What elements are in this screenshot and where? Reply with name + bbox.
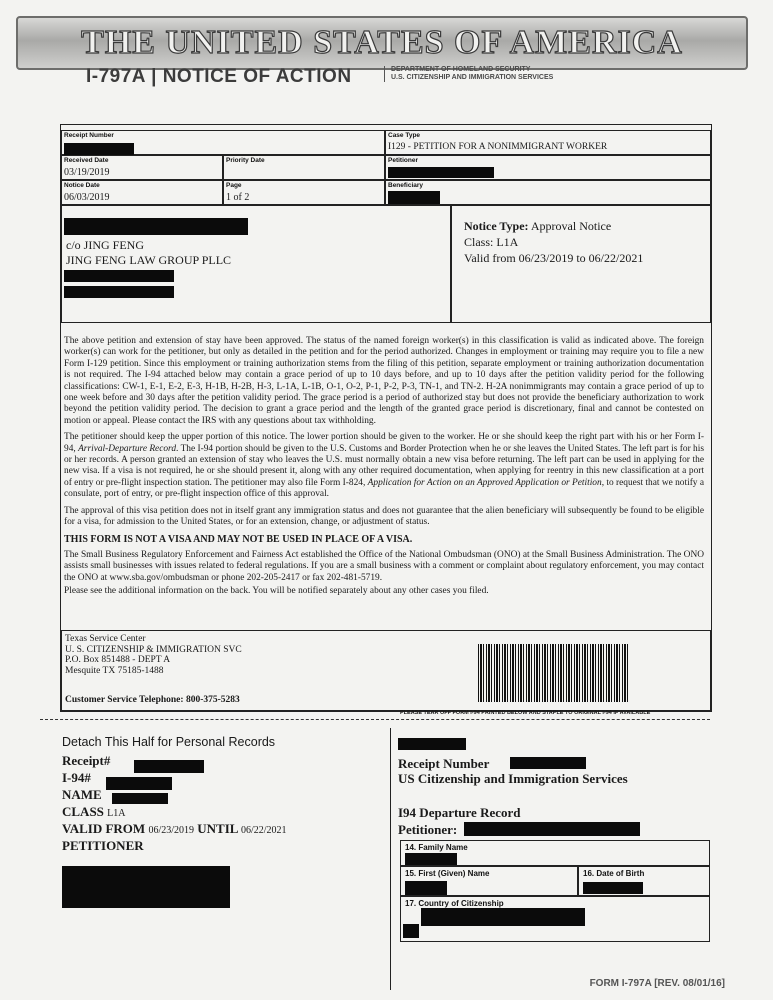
notice-date-cell (61, 180, 223, 205)
address-block (61, 205, 451, 323)
redaction-bar (134, 760, 204, 773)
first-name-label: 15. First (Given) Name (405, 869, 490, 878)
detach-heading: Detach This Half for Personal Records (62, 735, 276, 749)
redaction-bar (398, 738, 466, 750)
not-a-visa-warning: THIS FORM IS NOT A VISA AND MAY NOT BE USED IN PLACE OF A VISA. (64, 533, 413, 545)
received-date-value: 03/19/2019 (64, 167, 110, 178)
customer-service-phone: Customer Service Telephone: 800-375-5283 (65, 695, 240, 705)
page-cell (223, 180, 385, 205)
petitioner-row (62, 838, 287, 855)
name-label: NAME (62, 787, 102, 802)
notice-type-value: Approval Notice (530, 219, 612, 233)
notice-type-line (464, 219, 611, 234)
service-center-line-4: Mesquite TX 75185-1488 (65, 665, 164, 676)
page-label: Page (226, 182, 242, 189)
redaction-bar (388, 167, 494, 178)
country-of-citizenship-label: 17. Country of Citizenship (405, 899, 504, 908)
notice-type-block (451, 205, 711, 323)
until-value: 06/22/2021 (240, 825, 287, 836)
i94-receipt-number-label: Receipt Number (398, 756, 490, 771)
name-row (62, 787, 287, 804)
body-paragraph-2 (64, 432, 704, 500)
validity-row (62, 821, 287, 838)
agency-line-2: U.S. CITIZENSHIP AND IMMIGRATION SERVICES (391, 74, 554, 81)
notice-body (64, 336, 704, 603)
redaction-bar (464, 822, 640, 836)
header-banner (16, 16, 748, 70)
i94-petitioner-label: Petitioner: (398, 822, 458, 837)
body-paragraph-1: The above petition and extension of stay have been approved. The status of the named foreign worker(s) in this classification is valid as indicated above. The foreign worker(s) can work for the petitioner, but only as detailed in the petition and for the period authorized. Changes in employment or training may require you to file a new Form I-129 petition. Since this employment or training authorization stems from the filing of this petition, separate employment or training authorization documentation is not required. The I-94 attached below may contain a grace period of up to 10 days before, and up to 10 days after the petition validity period for the following classifications: CW-1, E-1, E-2, E-3, H-1B, H-2B, H-3, L-1A, L-1B, O-1, O-2, P-1, P-2, P-3, TN-1, and TN-2. H-2A nonimmigrants may contain a grace period of up to one week before and 30 days after the petition validity period. The grace period is a period of authorized stay but does not provide the beneficiary authorization to work beyond the petition validity period. The decision to grant a grace period and the length of the granted grace period is discretionary, final and cannot be contested on motion or appeal. Please contact the IRS with any questions about tax withholding. (64, 336, 704, 426)
class-label: CLASS (62, 804, 104, 819)
redaction-bar (64, 286, 174, 298)
valid-from-value: 06/23/2019 (148, 825, 194, 836)
case-type-label: Case Type (388, 132, 421, 139)
divider-line (390, 728, 391, 990)
case-type-value: I129 - PETITION FOR A NONIMMIGRANT WORKER (388, 142, 608, 152)
petitioner-heading: PETITIONER (62, 838, 144, 853)
redaction-bar (405, 881, 447, 895)
page-value: 1 of 2 (226, 192, 250, 203)
redaction-bar (583, 882, 643, 894)
notice-date-label: Notice Date (64, 182, 100, 189)
until-label: UNTIL (197, 821, 238, 836)
tearoff-instruction: PLEASE TEAR OFF FORM I-94 PRINTED BELOW AND STAPLE TO ORIGINAL I-94 IF AVAILABLE (400, 710, 651, 716)
departure-record-title: I94 Departure Record (398, 805, 521, 820)
received-date-cell (61, 155, 223, 180)
redaction-bar (403, 924, 419, 938)
body-paragraph-5: The Small Business Regulatory Enforcement and Fairness Act established the Office of the National Ombudsman (ONO) at the Small Business Administration. The ONO assists small businesses with issues related to federal regulations. If you are a small business with a comment or complaint about regulatory enforcement, you may contact the ONO at www.sba.gov/ombudsman or phone 202-205-2417 or fax 202-481-5719. (64, 549, 704, 583)
body-text-segment: . The I-94 portion should be given to the U.S. Customs and Border Protection when he or she leaves the United States. The left part is for his or her records. A person granted an extension of stay who leaves the U.S. must normally obtain a new visa before returning. The left part can be used in applying for the new visa. If a visa is not required, he or she should present it, along with any other required documentation, when applying for reentry in this new classification at a port of entry or pre-flight inspection station. The petitioner may also file Form I-824, (64, 443, 704, 488)
beneficiary-label: Beneficiary (388, 182, 424, 189)
receipt-number-cell (61, 130, 385, 155)
body-italic-form-name: Arrival-Departure Record (78, 443, 177, 454)
redaction-bar (405, 853, 457, 865)
receipt-number-label: Receipt Number (64, 132, 114, 139)
notice-class: Class: L1A (464, 235, 519, 249)
country-of-citizenship-box (400, 896, 710, 942)
notice-valid-dates: Valid from 06/23/2019 to 06/22/2021 (464, 251, 644, 265)
receipt-label: Receipt# (62, 753, 111, 768)
valid-from-label: VALID FROM (62, 821, 146, 836)
barcode (478, 644, 628, 702)
redaction-bar (106, 777, 172, 790)
service-center-line-3: P.O. Box 851488 - DEPT A (65, 655, 171, 665)
beneficiary-cell (385, 180, 711, 205)
date-of-birth-box (578, 866, 710, 896)
redaction-bar (62, 866, 230, 908)
class-value: L1A (107, 808, 126, 819)
notice-date-value: 06/03/2019 (64, 192, 110, 203)
banner-title: THE UNITED STATES OF AMERICA (81, 24, 683, 61)
address-line-2: JING FENG LAW GROUP PLLC (66, 253, 232, 267)
redaction-bar (64, 143, 134, 155)
family-name-label: 14. Family Name (405, 843, 468, 852)
notice-type-label: Notice Type: (464, 219, 529, 233)
address-line-1: c/o JING FENG (66, 238, 144, 252)
redaction-bar (64, 270, 174, 282)
form-revision: FORM I-797A [REV. 08/01/16] (589, 978, 725, 989)
tear-line (40, 719, 710, 720)
petitioner-cell (385, 155, 711, 180)
redaction-bar (64, 218, 248, 235)
first-name-box (400, 866, 578, 896)
redaction-bar (388, 191, 440, 204)
redaction-bar (421, 908, 585, 926)
redaction-bar (510, 757, 586, 769)
agency-line-1: DEPARTMENT OF HOMELAND SECURITY (391, 66, 531, 73)
agency-block (384, 66, 553, 82)
service-center-address (65, 634, 242, 676)
case-type-cell (385, 130, 711, 155)
body-text-segment: , to request that we notify a consulate, port of entry, or pre-flight inspection office of this approval. (64, 477, 705, 500)
body-paragraph-6: Please see the additional information on the back. You will be notified separately about any other cases you filed. (64, 586, 489, 597)
i94-agency: US Citizenship and Immigration Services (398, 771, 628, 786)
service-center-line-1: Texas Service Center (65, 634, 146, 644)
family-name-box (400, 840, 710, 866)
priority-date-label: Priority Date (226, 157, 265, 164)
priority-date-cell (223, 155, 385, 180)
service-center-line-2: U. S. CITIZENSHIP & IMMIGRATION SVC (65, 644, 242, 655)
body-paragraph-3: The approval of this visa petition does not in itself grant any immigration status and does not guarantee that the alien beneficiary will subsequently be found to be eligible for a visa, for admission to the United States, or for an extension, change, or adjustment of status. (64, 505, 704, 528)
class-row (62, 804, 287, 821)
body-text-segment: The petitioner should keep the upper portion of this notice. The lower portion should be given to the worker. He or she should keep the right part with his or her Form I-94, (64, 432, 704, 454)
received-date-label: Received Date (64, 157, 109, 164)
date-of-birth-label: 16. Date of Birth (583, 869, 645, 878)
i94-label: I-94# (62, 770, 91, 785)
body-italic-form-name: Application for Action on an Approved Application or Petition (367, 477, 602, 488)
petitioner-label: Petitioner (388, 157, 418, 164)
personal-records-section (62, 735, 287, 855)
redaction-bar (112, 793, 168, 804)
form-title: I-797A | NOTICE OF ACTION (86, 66, 352, 87)
